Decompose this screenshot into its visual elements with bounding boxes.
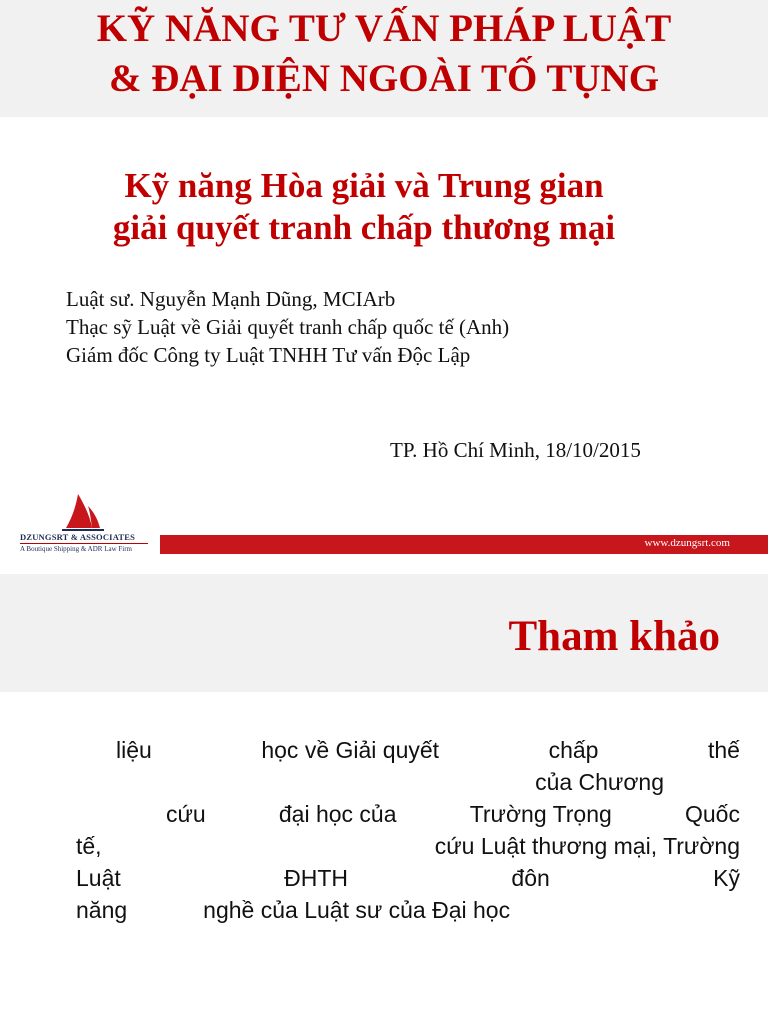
author-block xyxy=(66,285,509,369)
body-word: cứu Luật thương mại, Trường xyxy=(434,833,740,859)
main-title-line-2: & ĐẠI DIỆN NGOÀI TỐ TỤNG xyxy=(108,57,660,100)
body-line-6 xyxy=(76,894,740,926)
author-line-3: Giám đốc Công ty Luật TNHH Tư vấn Độc Lập xyxy=(66,343,471,367)
reference-body xyxy=(76,734,740,926)
body-line-1 xyxy=(76,734,740,766)
body-word: Trường Trọng xyxy=(469,801,612,827)
reference-title: Tham khảo xyxy=(508,613,720,660)
subtitle-line-2: giải quyết tranh chấp thương mại xyxy=(112,208,616,247)
logo-tagline: A Boutique Shipping & ADR Law Firm xyxy=(20,545,133,553)
body-word: chấp xyxy=(548,737,599,763)
footer-bar xyxy=(160,535,768,554)
reference-slide xyxy=(0,574,768,1024)
website-link[interactable]: www.dzungsrt.com xyxy=(644,537,730,549)
body-word: Quốc xyxy=(684,801,740,827)
subtitle xyxy=(0,165,768,249)
logo-name: DZUNGSRT & ASSOCIATES xyxy=(20,532,136,542)
place-date: TP. Hồ Chí Minh, 18/10/2015 xyxy=(390,438,641,462)
title-band xyxy=(0,0,768,117)
body-line-4 xyxy=(76,830,740,862)
author-line-1: Luật sư. Nguyễn Mạnh Dũng, MCIArb xyxy=(66,287,396,311)
body-line-5 xyxy=(76,862,740,894)
body-word: học về Giải quyết xyxy=(261,737,440,763)
body-word: đại học của xyxy=(278,801,397,827)
body-word: của Chương xyxy=(535,769,664,795)
body-word: cứu xyxy=(166,801,206,827)
body-word: ĐHTH xyxy=(284,865,349,891)
body-line-3 xyxy=(76,798,740,830)
body-line-2 xyxy=(76,766,740,798)
body-word: đôn xyxy=(511,865,550,891)
main-title-line-1: KỸ NĂNG TƯ VẤN PHÁP LUẬT xyxy=(96,7,672,50)
body-word: nghề của Luật sư của Đại học xyxy=(203,897,511,923)
reference-title-band xyxy=(0,574,768,692)
body-word: tế, xyxy=(76,833,102,859)
main-title xyxy=(0,4,768,104)
author-line-2: Thạc sỹ Luật về Giải quyết tranh chấp quốc tế (Anh) xyxy=(66,315,510,339)
company-logo xyxy=(20,494,160,560)
subtitle-line-1: Kỹ năng Hòa giải và Trung gian xyxy=(124,166,604,205)
body-word: liệu xyxy=(116,737,152,763)
body-word: thế xyxy=(708,737,740,763)
body-word: Luật xyxy=(76,865,121,891)
logo-divider xyxy=(20,543,148,544)
body-word: năng xyxy=(76,897,128,923)
body-word: Kỹ xyxy=(713,865,740,891)
sail-icon xyxy=(58,494,114,532)
